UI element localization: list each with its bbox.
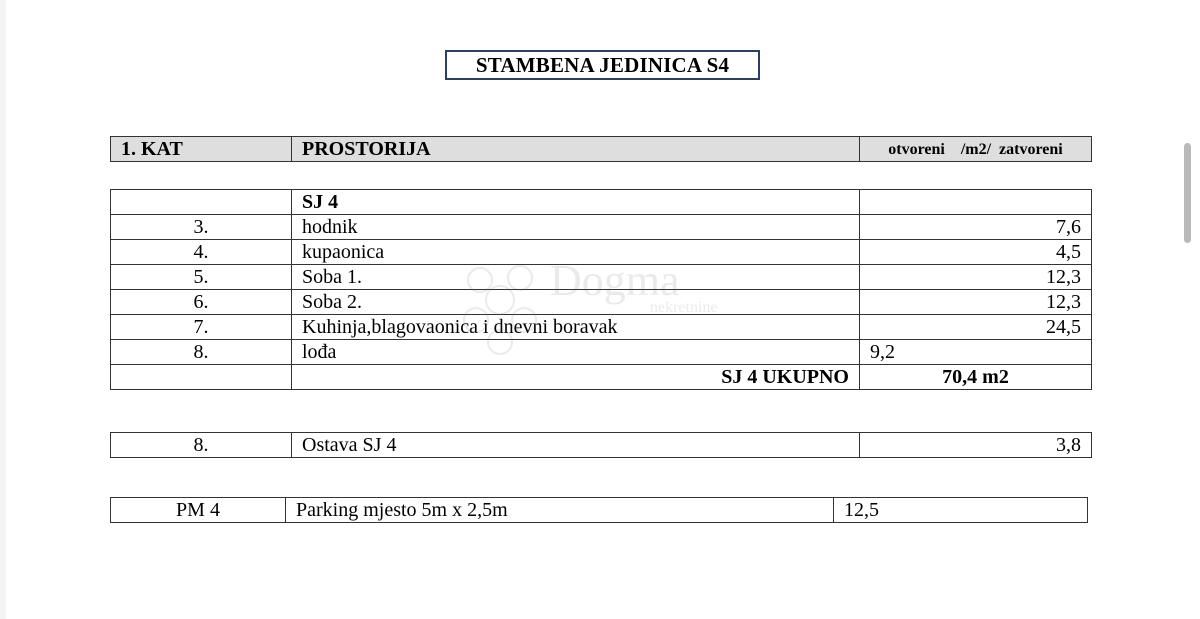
parking-table [110,497,1088,523]
table-row [111,315,1092,340]
row-name: Soba 1. [292,265,860,290]
row-value: 24,5 [860,315,1092,340]
total-row [111,365,1092,390]
storage-value: 3,8 [860,433,1092,458]
header-row [111,137,1092,162]
scrollbar-thumb[interactable] [1184,143,1191,243]
row-num: 8. [111,340,292,365]
row-name: hodnik [292,215,860,240]
row-value: 4,5 [860,240,1092,265]
header-room: PROSTORIJA [292,137,860,162]
row-name: Soba 2. [292,290,860,315]
row-name: kupaonica [292,240,860,265]
table-row [111,265,1092,290]
table-row [111,290,1092,315]
storage-name: Ostava SJ 4 [292,433,860,458]
parking-name: Parking mjesto 5m x 2,5m [286,498,834,523]
row-name: lođa [292,340,860,365]
header-floor: 1. KAT [111,137,292,162]
table-row [111,215,1092,240]
title-text: STAMBENA JEDINICA S4 [475,52,730,77]
row-num: 3. [111,215,292,240]
row-value: 12,3 [860,265,1092,290]
total-value: 70,4 m2 [860,365,1092,390]
scrollbar-track[interactable] [1186,0,1200,619]
total-label: SJ 4 UKUPNO [292,365,860,390]
storage-table [110,432,1092,458]
row-value: 12,3 [860,290,1092,315]
row-value-open: 9,2 [860,340,1092,365]
rooms-table [110,189,1092,390]
parking-num: PM 4 [111,498,286,523]
table-row [111,190,1092,215]
document-title [445,50,760,80]
table-row [111,498,1088,523]
row-num: 4. [111,240,292,265]
row-num: 6. [111,290,292,315]
unit-label: SJ 4 [292,190,860,215]
row-num: 5. [111,265,292,290]
table-row [111,240,1092,265]
row-value: 7,6 [860,215,1092,240]
storage-num: 8. [111,433,292,458]
parking-value: 12,5 [834,498,1088,523]
row-name: Kuhinja,blagovaonica i dnevni boravak [292,315,860,340]
header-unit: otvoreni /m2/ zatvoreni [860,137,1092,162]
table-row [111,433,1092,458]
table-row [111,340,1092,365]
row-num: 7. [111,315,292,340]
header-table [110,136,1092,162]
